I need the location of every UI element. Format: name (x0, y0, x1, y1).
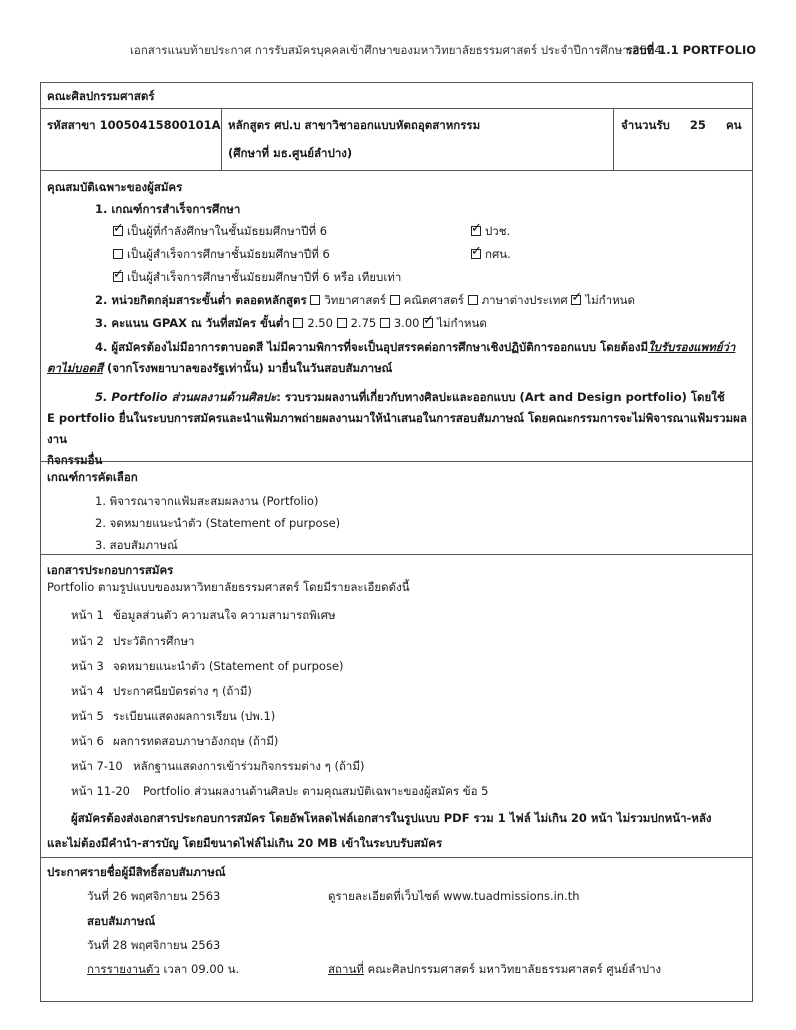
document-page-row: หน้า 7-10 หลักฐานแสดงการเข้าร่วมกิจกรรมต่าง ๆ (ถ้ามี) (71, 759, 365, 773)
checkbox-unchecked-icon (310, 295, 320, 305)
checkbox-checked-icon (113, 226, 123, 236)
checkbox-unchecked-icon (468, 295, 478, 305)
document-page-row: หน้า 1 ข้อมูลส่วนตัว ความสนใจ ความสามารถพิเศษ (71, 608, 336, 622)
document-title: เอกสารแนบท้ายประกาศ การรับสมัครบุคคลเข้าศึกษาของมหาวิทยาลัยธรรมศาสตร์ ประจำปีการศึกษา 2564 (130, 43, 662, 57)
document-page-row: หน้า 5 ระเบียนแสดงผลการเรียน (ปพ.1) (71, 709, 276, 723)
program-campus: (ศึกษาที่ มธ.ศูนย์ลำปาง) (228, 146, 353, 160)
checkbox-unchecked-icon (390, 295, 400, 305)
divider (41, 857, 752, 858)
faculty-name: คณะศิลปกรรมศาสตร์ (47, 89, 155, 103)
criterion-4: 4. ผู้สมัครต้องไม่มีอาการตาบอดสี ไม่มีความพิการที่จะเป็นอุปสรรคต่อการศึกษาเชิงปฏิบัติการออกแบบ โดยต้องมีใบรับรองแพทย์ว่า ตาไม่บอดสี (จากโรงพยาบาลของรัฐเท่านั้น) มายื่นในวันสอบสัมภาษณ์ (47, 340, 736, 375)
qualifications-title: คุณสมบัติเฉพาะของผู้สมัคร (47, 180, 183, 194)
selection-title: เกณฑ์การคัดเลือก (47, 470, 138, 484)
document-page-row: หน้า 6 ผลการทดสอบภาษาอังกฤษ (ถ้ามี) (71, 734, 279, 748)
round-label: รอบที่ 1.1 PORTFOLIO (626, 43, 756, 57)
divider (41, 108, 752, 109)
criterion-2: 2. หน่วยกิตกลุ่มสาระขั้นต่ำ ตลอดหลักสูตร วิทยาศาสตร์ คณิตศาสตร์ ภาษาต่างประเทศ ✓ ไม่กำหนด (95, 292, 635, 308)
checkbox-option: ✓เป็นผู้สำเร็จการศึกษาชั้นมัธยมศึกษาปีที่ 6 หรือ เทียบเท่า (113, 269, 401, 285)
checkbox-option: ✓ กศน. (471, 246, 511, 262)
interview-date: วันที่ 28 พฤศจิกายน 2563 (87, 938, 221, 952)
checkbox-unchecked-icon (337, 318, 347, 328)
documents-note-line1: ผู้สมัครต้องส่งเอกสารประกอบการสมัคร โดยอัพโหลดไฟล์เอกสารในรูปแบบ PDF รวม 1 ไฟล์ ไม่เกิน 20 หน้า ไม่รวมปกหน้า-หลัง (71, 811, 712, 825)
divider (613, 108, 614, 170)
selection-item: 3. สอบสัมภาษณ์ (95, 538, 178, 552)
documents-title: เอกสารประกอบการสมัคร (47, 563, 174, 577)
divider (41, 170, 752, 171)
seats-unit: คน (725, 118, 742, 132)
criterion-1-title: 1. เกณฑ์การสำเร็จการศึกษา (95, 202, 241, 216)
interview-place: สถานที่ คณะศิลปกรรมศาสตร์ มหาวิทยาลัยธรรมศาสตร์ ศูนย์ลำปาง (328, 962, 662, 976)
seats (621, 117, 742, 133)
interview-title: สอบสัมภาษณ์ (87, 914, 156, 928)
checkbox-checked-icon (113, 272, 123, 282)
criterion-3: 3. คะแนน GPAX ณ วันที่สมัคร ขั้นต่ำ 2.50 2.75 3.00 ✓ ไม่กำหนด (95, 315, 487, 331)
document-page-row: หน้า 11-20 Portfolio ส่วนผลงานด้านศิลปะ ตามคุณสมบัติเฉพาะของผู้สมัคร ข้อ 5 (71, 784, 489, 798)
checkbox-option: ✓เป็นผู้ที่กำลังศึกษาในชั้นมัธยมศึกษาปีที่ 6 (113, 223, 327, 239)
announcement-date: วันที่ 26 พฤศจิกายน 2563 (87, 889, 221, 903)
checkbox-unchecked-icon (293, 318, 303, 328)
document-page-row: หน้า 3 จดหมายแนะนำตัว (Statement of purpose) (71, 659, 344, 673)
seats-label: จำนวนรับ (621, 118, 670, 132)
divider (41, 554, 752, 555)
announcement-title: ประกาศรายชื่อผู้มีสิทธิ์สอบสัมภาษณ์ (47, 865, 226, 879)
checkbox-checked-icon (471, 249, 481, 259)
announcement-website: ดูรายละเอียดที่เว็บไซต์ www.tuadmissions.in.th (328, 889, 580, 903)
checkbox-unchecked-icon (113, 249, 123, 259)
report-time: การรายงานตัว เวลา 09.00 น. (87, 962, 240, 976)
seats-value: 25 (689, 118, 706, 132)
criterion-5: 5. Portfolio ส่วนผลงานด้านศิลปะ: รวบรวมผลงานที่เกี่ยวกับทางศิลปะและออกแบบ (Art and Design portfolio) โดยใช้ E portfolio ยื่นในระบบการสมัครและนำแฟ้มภาพถ่ายผลงานมาให้นำเสนอในการสอบสัมภาษณ์ โดยคณะกรรมการจะไม่พิจารณาแฟ้มรวมผลงาน กิจกรรมอื่น (47, 390, 747, 467)
documents-intro: Portfolio ตามรูปแบบของมหาวิทยาลัยธรรมศาสตร์ โดยมีรายละเอียดดังนี้ (47, 580, 410, 594)
documents-note-line2: และไม่ต้องมีคำนำ-สารบัญ โดยมีขนาดไฟล์ไม่เกิน 20 MB เข้าในระบบรับสมัคร (47, 836, 443, 850)
document-header (130, 42, 756, 60)
checkbox-option: ✓ ปวช. (471, 223, 510, 239)
selection-item: 2. จดหมายแนะนำตัว (Statement of purpose) (95, 516, 341, 530)
checkbox-checked-icon (471, 226, 481, 236)
program-code: รหัสสาขา 10050415800101A (47, 118, 221, 132)
checkbox-option: เป็นผู้สำเร็จการศึกษาชั้นมัธยมศึกษาปีที่ 6 (113, 246, 330, 262)
document-page-row: หน้า 2 ประวัติการศึกษา (71, 634, 195, 648)
divider (221, 108, 222, 170)
program-table (40, 82, 753, 1002)
checkbox-unchecked-icon (380, 318, 390, 328)
checkbox-checked-icon (571, 295, 581, 305)
selection-item: 1. พิจารณาจากแฟ้มสะสมผลงาน (Portfolio) (95, 494, 319, 508)
checkbox-checked-icon (423, 318, 433, 328)
program-name: หลักสูตร ศป.บ สาขาวิชาออกแบบหัตถอุตสาหกรรม (228, 118, 481, 132)
document-page-row: หน้า 4 ประกาศนียบัตรต่าง ๆ (ถ้ามี) (71, 684, 252, 698)
